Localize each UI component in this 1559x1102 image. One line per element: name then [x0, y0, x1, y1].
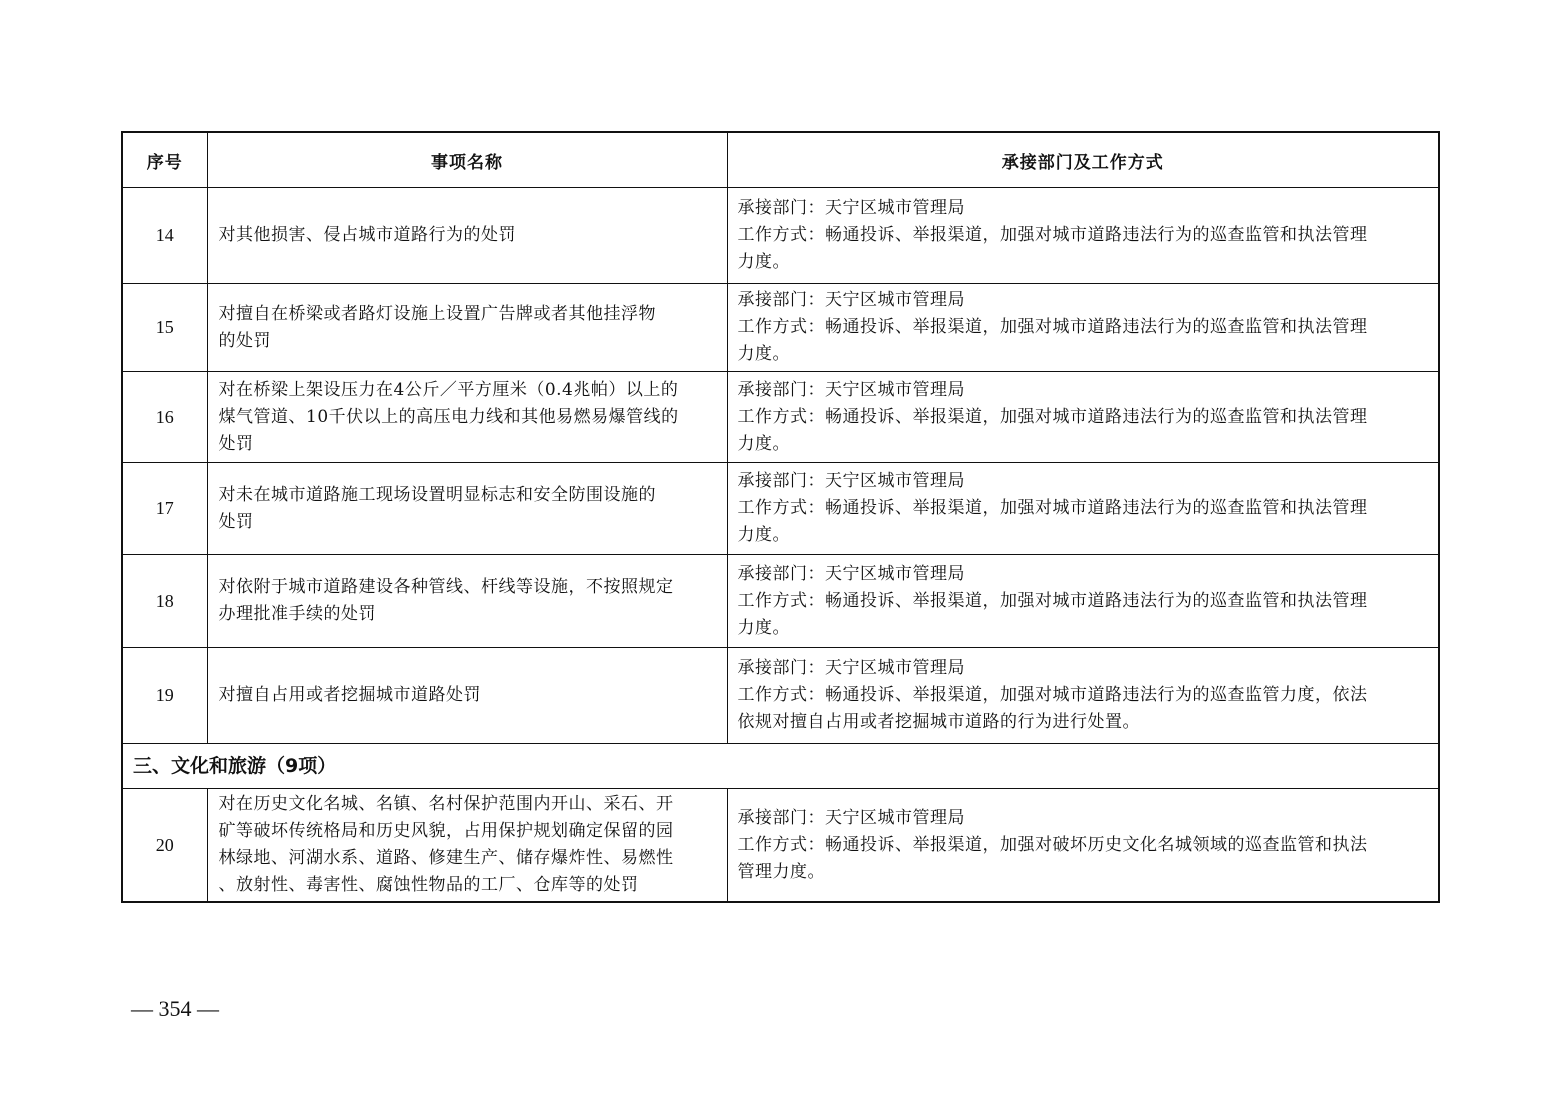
method-line: 工作方式：畅通投诉、举报渠道，加强对破坏历史文化名城领域的巡查监管和执法 — [737, 834, 1368, 855]
method-line: 工作方式：畅通投诉、举报渠道，加强对城市道路违法行为的巡查监管和执法管理 — [737, 498, 1368, 518]
document-table — [121, 131, 1440, 903]
dept-line: 承接部门：天宁区城市管理局 — [737, 807, 965, 828]
item-name-line: 办理批准手续的处罚 — [218, 604, 376, 624]
row-seq: 20 — [122, 789, 207, 903]
item-name-line: 、放射性、毒害性、腐蚀性物品的工厂、仓库等的处罚 — [218, 875, 639, 895]
method-line: 工作方式：畅通投诉、举报渠道，加强对城市道路违法行为的巡查监管和执法管理 — [737, 406, 1368, 427]
item-name-line: 对擅自在桥梁或者路灯设施上设置广告牌或者其他挂浮物 — [218, 303, 656, 324]
dept-line: 承接部门：天宁区城市管理局 — [737, 198, 965, 218]
dept-line: 承接部门：天宁区城市管理局 — [737, 379, 965, 400]
table-row — [122, 372, 1439, 463]
table-header-row — [122, 132, 1439, 188]
row-item-name — [207, 372, 727, 463]
method-line: 力度。 — [737, 252, 790, 272]
method-line: 依规对擅自占用或者挖掘城市道路的行为进行处置。 — [737, 712, 1140, 732]
table-row — [122, 188, 1439, 284]
row-dept-method — [727, 188, 1439, 284]
row-seq: 14 — [122, 188, 207, 284]
item-name-line: 矿等破坏传统格局和历史风貌，占用保护规划确定保留的园 — [218, 821, 674, 841]
header-seq: 序号 — [122, 132, 207, 188]
section-heading: 三、文化和旅游（9项） — [122, 744, 1439, 789]
document-table-container — [121, 131, 1438, 903]
dept-line: 承接部门：天宁区城市管理局 — [737, 563, 965, 584]
item-name-line: 对未在城市道路施工现场设置明显标志和安全防围设施的 — [218, 484, 656, 505]
item-name-line: 处罚 — [218, 511, 254, 532]
method-line: 工作方式：畅通投诉、举报渠道，加强对城市道路违法行为的巡查监管力度，依法 — [737, 685, 1368, 705]
dept-line: 承接部门：天宁区城市管理局 — [737, 290, 965, 310]
method-line: 管理力度。 — [737, 861, 825, 882]
row-item-name — [207, 648, 727, 744]
row-item-name — [207, 555, 727, 648]
item-name-line: 对在历史文化名城、名镇、名村保护范围内开山、采石、开 — [218, 794, 674, 814]
method-line: 力度。 — [737, 433, 790, 454]
table-row — [122, 789, 1439, 903]
item-name-line: 处罚 — [218, 433, 254, 454]
header-item-name: 事项名称 — [207, 132, 727, 188]
row-dept-method — [727, 284, 1439, 372]
row-seq: 19 — [122, 648, 207, 744]
row-dept-method — [727, 648, 1439, 744]
row-seq: 16 — [122, 372, 207, 463]
table-row — [122, 284, 1439, 372]
row-item-name — [207, 284, 727, 372]
dept-line: 承接部门：天宁区城市管理局 — [737, 471, 965, 491]
row-item-name — [207, 789, 727, 903]
item-name-line: 对依附于城市道路建设各种管线、杆线等设施，不按照规定 — [218, 577, 674, 597]
row-item-name — [207, 463, 727, 555]
row-dept-method — [727, 789, 1439, 903]
table-row — [122, 463, 1439, 555]
method-line: 力度。 — [737, 344, 790, 364]
item-name-line: 对在桥梁上架设压力在4公斤／平方厘米（0.4兆帕）以上的 — [218, 379, 679, 400]
row-dept-method — [727, 463, 1439, 555]
dept-line: 承接部门：天宁区城市管理局 — [737, 658, 965, 678]
method-line: 力度。 — [737, 617, 790, 638]
row-dept-method — [727, 372, 1439, 463]
row-seq: 18 — [122, 555, 207, 648]
row-seq: 17 — [122, 463, 207, 555]
section-row — [122, 744, 1439, 789]
item-name-line: 对其他损害、侵占城市道路行为的处罚 — [218, 225, 516, 245]
method-line: 工作方式：畅通投诉、举报渠道，加强对城市道路违法行为的巡查监管和执法管理 — [737, 590, 1368, 611]
table-row — [122, 555, 1439, 648]
method-line: 工作方式：畅通投诉、举报渠道，加强对城市道路违法行为的巡查监管和执法管理 — [737, 225, 1368, 245]
item-name-line: 对擅自占用或者挖掘城市道路处罚 — [218, 685, 481, 705]
row-seq: 15 — [122, 284, 207, 372]
page-number: — 354 — — [131, 996, 219, 1021]
item-name-line: 的处罚 — [218, 330, 271, 351]
method-line: 力度。 — [737, 525, 790, 545]
row-item-name — [207, 188, 727, 284]
item-name-line: 林绿地、河湖水系、道路、修建生产、储存爆炸性、易燃性 — [218, 848, 674, 868]
header-dept-method: 承接部门及工作方式 — [727, 132, 1439, 188]
item-name-line: 煤气管道、10千伏以上的高压电力线和其他易燃易爆管线的 — [218, 406, 679, 427]
row-dept-method — [727, 555, 1439, 648]
table-row — [122, 648, 1439, 744]
method-line: 工作方式：畅通投诉、举报渠道，加强对城市道路违法行为的巡查监管和执法管理 — [737, 317, 1368, 337]
